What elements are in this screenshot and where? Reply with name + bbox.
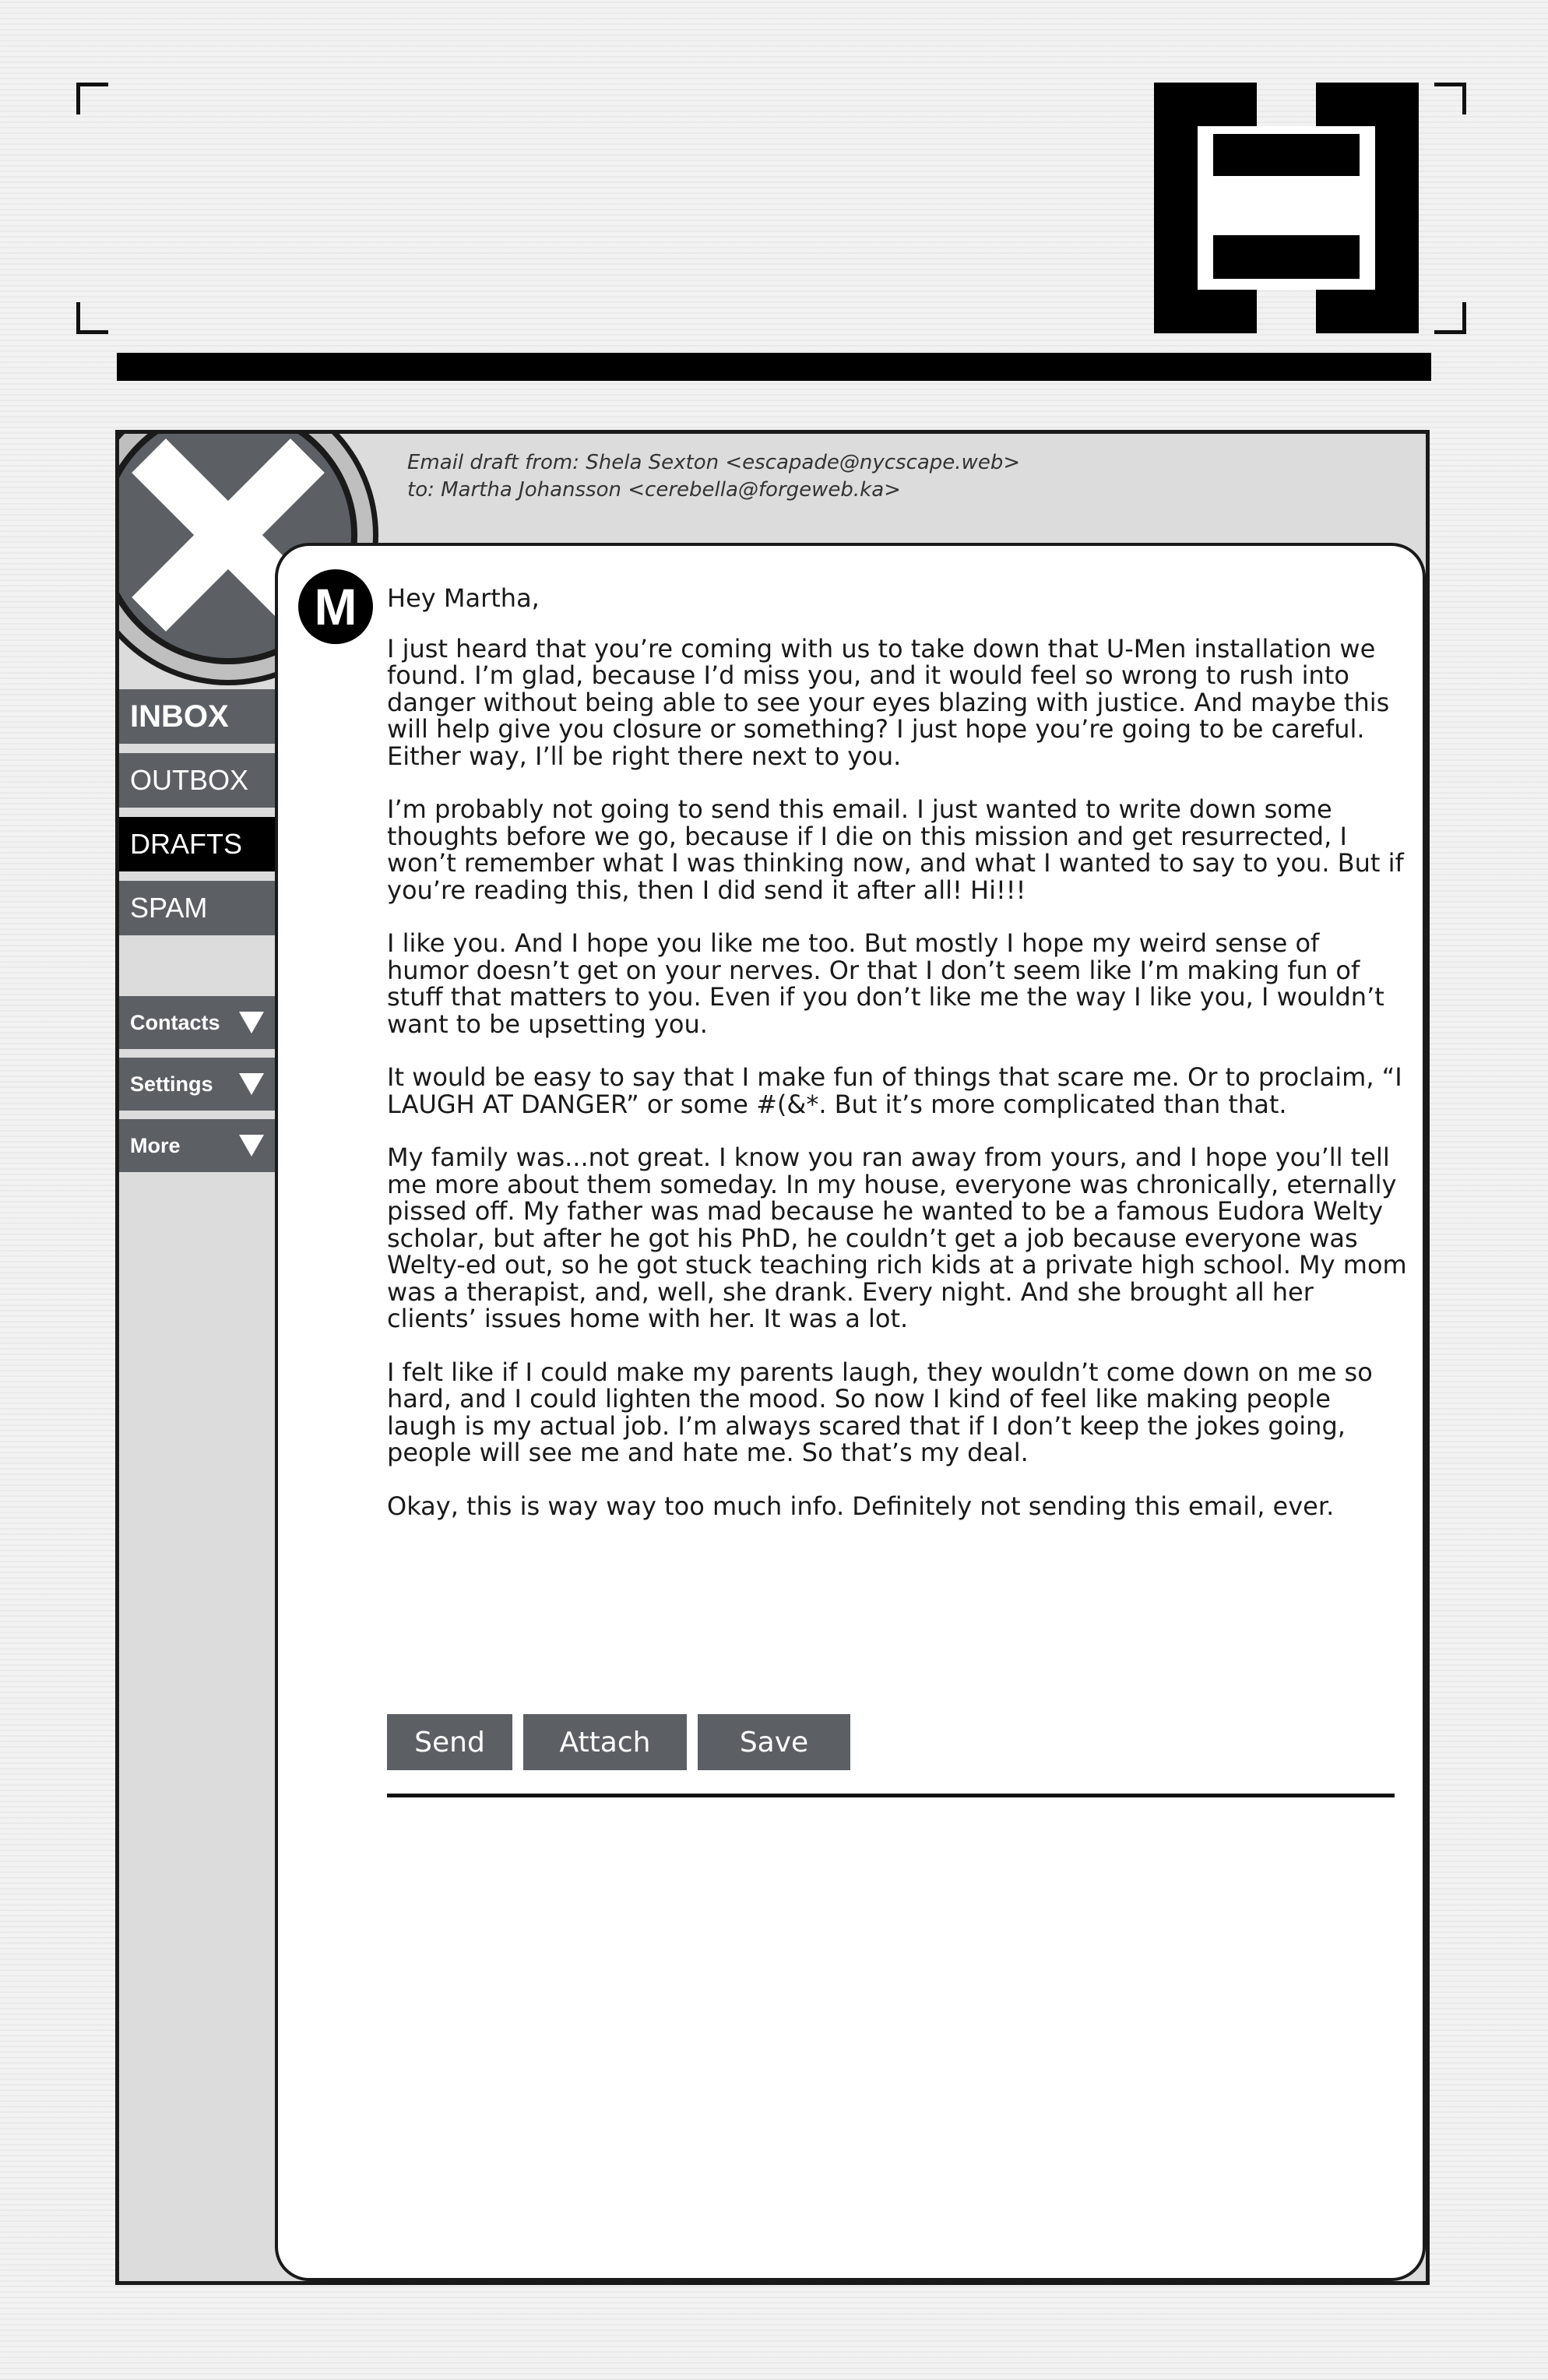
folder-inbox[interactable]: INBOX (119, 689, 275, 744)
bracket-logo (1154, 83, 1419, 333)
email-paragraph: My family was...not great. I know you ran away from yours, and I hope you’ll tell me more about them someday. In my house, everyone was chronically, eternally pissed off. My father was mad because he wanted to be a famous Eudora Welty scholar, but after he got his PhD, he couldn’t get a job because everyone was Welty-ed out, so he got stuck teaching rich kids at a private high school. My mom was a therapist, and, well, she drank. Every night. And she brought all her clients’ issues home with her. It was a lot. (387, 1142, 1407, 1333)
more-menu[interactable] (119, 1119, 275, 1172)
folder-nav (119, 689, 275, 945)
settings-menu-label: Settings (130, 1072, 213, 1096)
email-paragraph: I felt like if I could make my parents laugh, they wouldn’t come down on me so hard, and I could lighten the mood. So now I kind of feel like making people laugh is my actual job. I’m always scared that if I don’t keep the jokes going, people will see me and hate me. So that’s my deal. (387, 1357, 1373, 1467)
header-divider (117, 353, 1431, 381)
email-paragraph: I’m probably not going to send this email. I just wanted to write down some thoughts before we go, because if I die on this mission and get resurrected, I won’t remember what I was thinking now, and what I wanted to say to you. But if you’re reading this, then I did send it after all! Hi!!! (387, 794, 1404, 905)
email-draft-panel (275, 543, 1426, 2281)
attach-button[interactable]: Attach (523, 1714, 687, 1770)
email-client-window (115, 430, 1430, 2285)
sidebar-menus (119, 996, 275, 1181)
draft-to-line: to: Martha Johansson <cerebella@forgeweb.ka> (407, 478, 901, 502)
contacts-menu-label: Contacts (130, 1010, 220, 1034)
email-body[interactable] (387, 585, 1407, 1546)
email-paragraph: Okay, this is way way too much info. Definitely not sending this email, ever. (387, 1491, 1335, 1521)
email-paragraph: I like you. And I hope you like me too. But mostly I hope my weird sense of humor doesn’t get on your nerves. Or that I don’t seem like I’m making fun of stuff that matters to you. Even if you don’t like me the way I like you, I wouldn’t want to be upsetting you. (387, 928, 1384, 1039)
email-paragraph: I just heard that you’re coming with us to take down that U-Men installation we found. I’m glad, because I’d miss you, and it would feel so wrong to rush into danger without being able to see your eyes blazing with justice. And maybe this will help give you closure or something? I just hope you’re going to be careful. Either way, I’ll be right there next to you. (387, 633, 1390, 771)
triangle-down-icon (239, 1073, 264, 1095)
settings-menu[interactable] (119, 1058, 275, 1111)
folder-spam[interactable]: SPAM (119, 881, 275, 935)
more-menu-label: More (130, 1133, 181, 1157)
email-paragraph: It would be easy to say that I make fun of things that scare me. Or to proclaim, “I LAUGH AT DANGER” or some #(&*. But it’s more complicated than that. (387, 1062, 1402, 1119)
frame-corner-top-right (1434, 83, 1466, 114)
triangle-down-icon (239, 1135, 264, 1157)
frame-corner-bottom-left (76, 302, 108, 334)
folder-outbox[interactable]: OUTBOX (119, 753, 275, 808)
sender-avatar: M (298, 569, 373, 644)
draft-from-line: Email draft from: Shela Sexton <escapade@nycscape.web> (407, 451, 1021, 474)
signature-divider (387, 1794, 1395, 1797)
frame-corner-bottom-right (1434, 302, 1466, 334)
email-greeting: Hey Martha, (387, 583, 540, 613)
frame-corner-top-left (76, 83, 108, 114)
contacts-menu[interactable] (119, 996, 275, 1049)
triangle-down-icon (239, 1012, 264, 1033)
action-buttons (387, 1714, 850, 1770)
folder-drafts[interactable]: DRAFTS (119, 817, 275, 871)
save-button[interactable]: Save (698, 1714, 850, 1770)
send-button[interactable]: Send (387, 1714, 512, 1770)
